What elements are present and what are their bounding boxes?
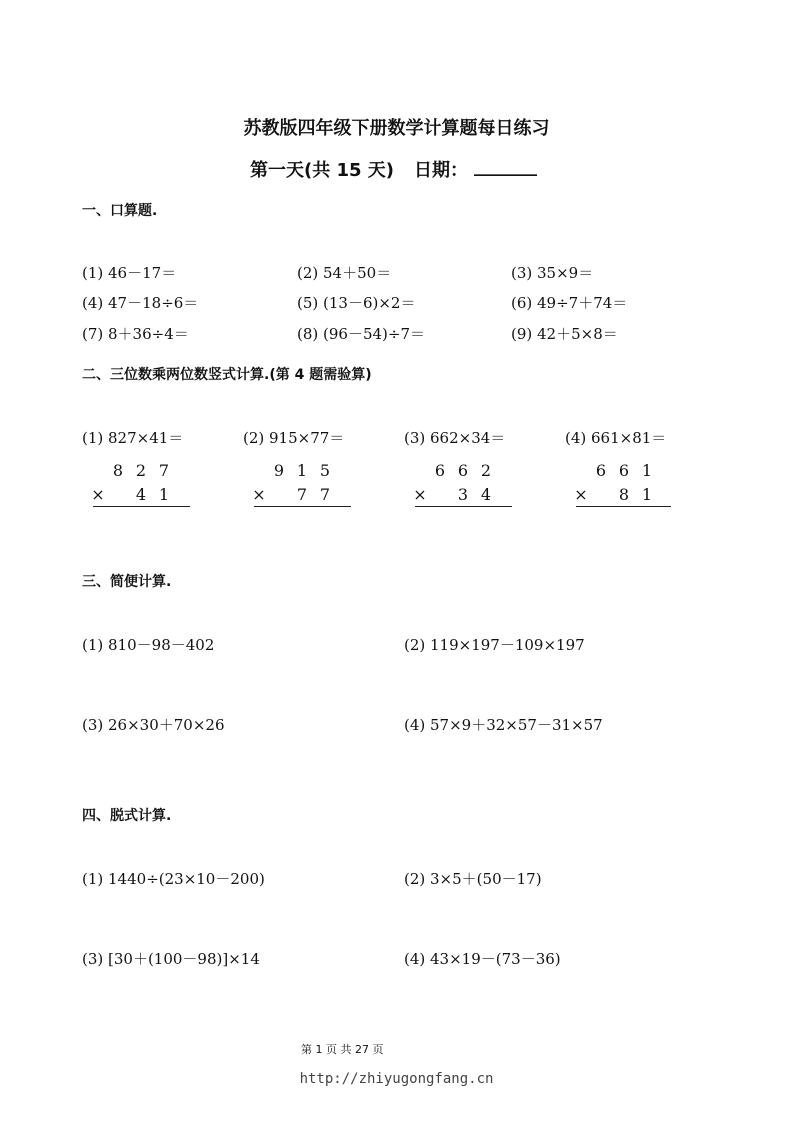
section-heading-step: 四、脱式计算. [82, 808, 172, 824]
section-heading-vertical: 二、三位数乘两位数竖式计算.(第 4 题需验算) [82, 367, 372, 383]
digit: 5 [319, 461, 331, 480]
problem-label: (2) 915×77＝ [243, 429, 345, 447]
date-blank: _______ [474, 156, 537, 177]
digit: 8 [112, 461, 124, 480]
digit: 7 [319, 485, 331, 504]
page-title: 苏教版四年级下册数学计算题每日练习 [243, 118, 550, 139]
problem-label: (4) 661×81＝ [565, 429, 667, 447]
digit: 4 [135, 485, 147, 504]
times-sign: × [91, 485, 105, 504]
digit: 1 [641, 485, 653, 504]
digit: 8 [618, 485, 630, 504]
underline [93, 506, 190, 507]
problem: (8) (96－54)÷7＝ [297, 325, 426, 343]
digit: 1 [158, 485, 170, 504]
underline [415, 506, 512, 507]
problem: (6) 49÷7＋74＝ [511, 294, 628, 312]
section-heading-oral: 一、口算题. [82, 203, 158, 219]
problem: (2) 3×5＋(50－17) [404, 870, 542, 888]
digit: 3 [457, 485, 469, 504]
digit: 6 [434, 461, 446, 480]
digit: 1 [296, 461, 308, 480]
digit: 6 [457, 461, 469, 480]
problem: (1) 1440÷(23×10－200) [82, 870, 265, 888]
digit: 9 [273, 461, 285, 480]
day-label: 第一天(共 15 天) [250, 160, 395, 181]
digit: 7 [158, 461, 170, 480]
problem: (2) 119×197－109×197 [404, 636, 585, 654]
problem: (4) 43×19－(73－36) [404, 950, 561, 968]
page-number: 第 1 页 共 27 页 [301, 1043, 384, 1056]
problem: (1) 46－17＝ [82, 264, 177, 282]
problem: (4) 47－18÷6＝ [82, 294, 199, 312]
problem-label: (1) 827×41＝ [82, 429, 184, 447]
times-sign: × [252, 485, 266, 504]
digit: 6 [618, 461, 630, 480]
digit: 2 [480, 461, 492, 480]
problem: (3) [30＋(100－98)]×14 [82, 950, 260, 968]
problem: (2) 54＋50＝ [297, 264, 392, 282]
problem: (9) 42＋5×8＝ [511, 325, 618, 343]
digit: 2 [135, 461, 147, 480]
digit: 1 [641, 461, 653, 480]
problem: (7) 8＋36÷4＝ [82, 325, 189, 343]
problem: (4) 57×9＋32×57－31×57 [404, 716, 603, 734]
times-sign: × [413, 485, 427, 504]
problem: (3) 26×30＋70×26 [82, 716, 225, 734]
website-url[interactable]: http://zhiyugongfang.cn [299, 1071, 494, 1087]
problem: (1) 810－98－402 [82, 636, 215, 654]
digit: 7 [296, 485, 308, 504]
underline [576, 506, 671, 507]
section-heading-simplify: 三、简便计算. [82, 574, 172, 590]
digit: 6 [595, 461, 607, 480]
underline [254, 506, 351, 507]
date-label: 日期： [414, 160, 468, 181]
problem: (5) (13－6)×2＝ [297, 294, 416, 312]
digit: 4 [480, 485, 492, 504]
problem-label: (3) 662×34＝ [404, 429, 506, 447]
problem: (3) 35×9＝ [511, 264, 594, 282]
times-sign: × [574, 485, 588, 504]
